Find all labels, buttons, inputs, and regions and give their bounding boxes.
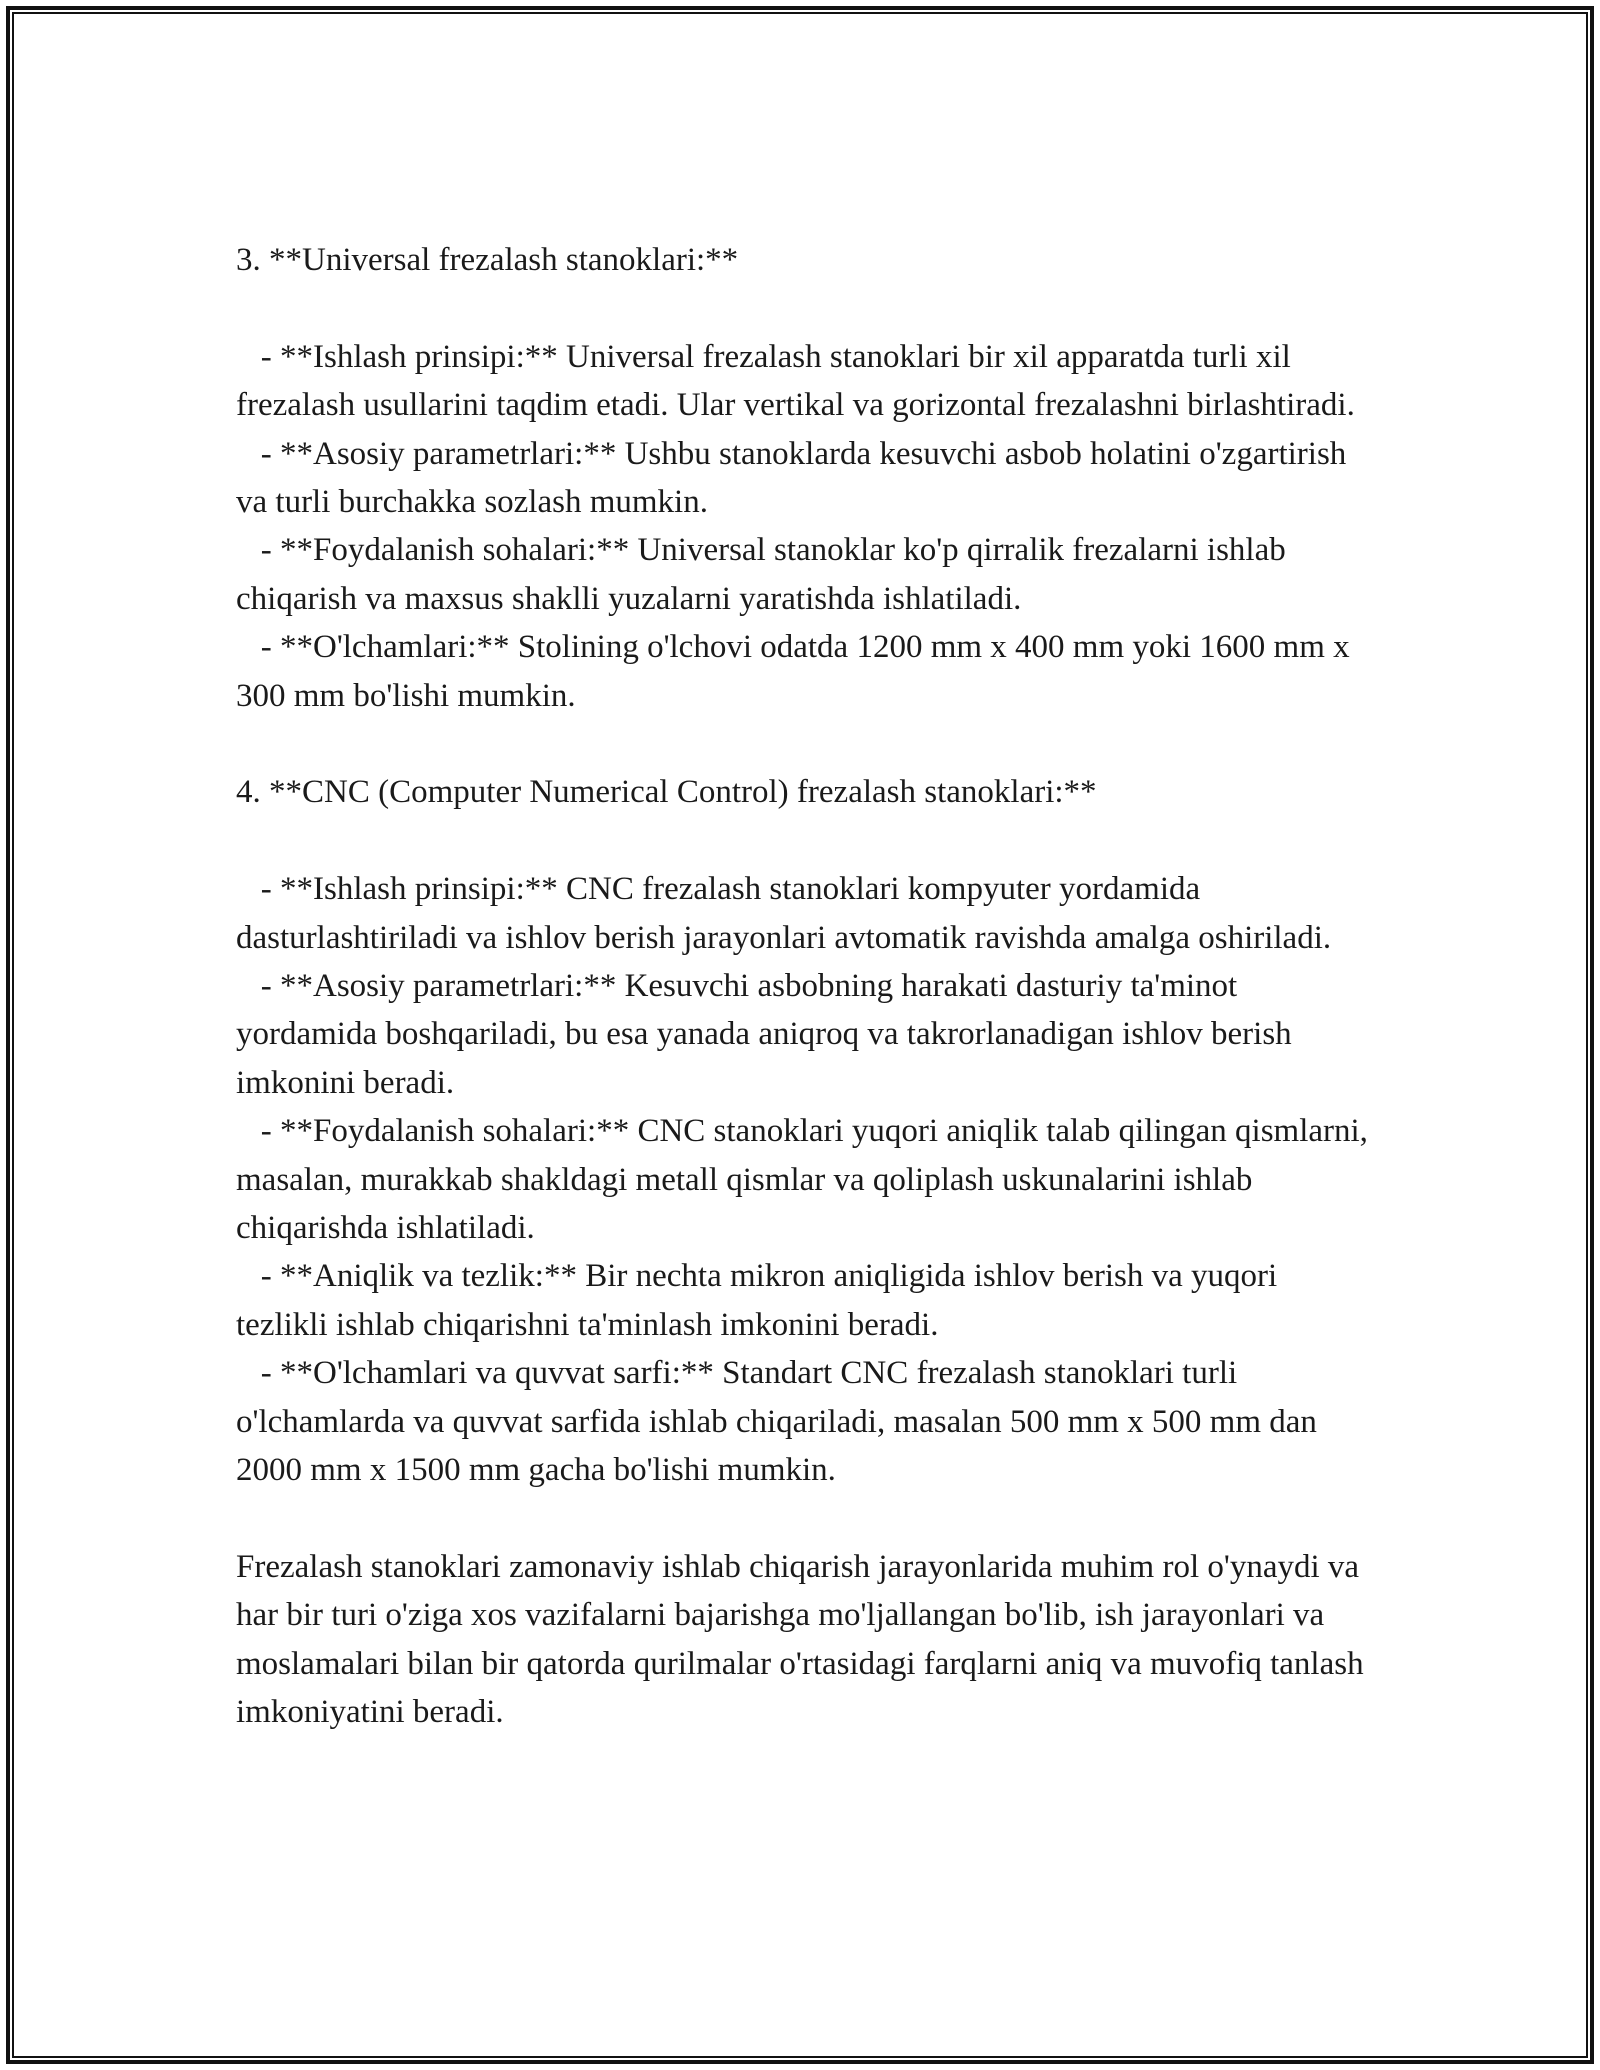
blank-line	[236, 720, 1376, 768]
bullet-item: - **Aniqlik va tezlik:** Bir nechta mikron aniqligida ishlov berish va yuqori tezlikli ishlab chiqarishni ta'minlash imkonini beradi.	[236, 1258, 1286, 1343]
blank-line	[236, 284, 1376, 332]
blank-line	[236, 817, 1376, 865]
bullet-item: - **Asosiy parametrlari:** Kesuvchi asbobning harakati dasturiy ta'minot yordamida boshqariladi, bu esa yanada aniqroq va takrorlanadigan ishlov berish imkonini beradi.	[236, 968, 1300, 1101]
blank-line	[236, 1495, 1376, 1543]
document-body	[236, 236, 1376, 1737]
bullet-item: - **Ishlash prinsipi:** CNC frezalash stanoklari kompyuter yordamida dasturlashtiriladi va ishlov berish jarayonlari avtomatik ravishda amalga oshiriladi.	[236, 871, 1332, 956]
bullet-item: - **Foydalanish sohalari:** Universal stanoklar ko'p qirralik frezalarni ishlab chiqarish va maxsus shaklli yuzalarni yaratishda ishlatiladi.	[236, 532, 1294, 617]
bullet-item: - **Foydalanish sohalari:** CNC stanoklari yuqori aniqlik talab qilingan qismlarni, masalan, murakkab shakldagi metall qismlar va qoliplash uskunalarini ishlab chiqarishda ishlatiladi.	[236, 1113, 1377, 1247]
section-heading-universal: 3. **Universal frezalash stanoklari:**	[236, 242, 739, 278]
bullet-item: - **O'lchamlari va quvvat sarfi:** Standart CNC frezalash stanoklari turli o'lchamlarda va quvvat sarfida ishlab chiqariladi, masalan 500 mm x 500 mm dan 2000 mm x 1500 mm gacha bo'lishi mumkin.	[236, 1355, 1326, 1489]
section-heading-cnc: 4. **CNC (Computer Numerical Control) frezalash stanoklari:**	[236, 774, 1097, 811]
bullet-item: - **Ishlash prinsipi:** Universal frezalash stanoklari bir xil apparatda turli xil frezalash usullarini taqdim etadi. Ular vertikal va gorizontal frezalashni birlashtiradi.	[236, 338, 1355, 424]
closing-paragraph: Frezalash stanoklari zamonaviy ishlab chiqarish jarayonlarida muhim rol o'ynaydi va har bir turi o'ziga xos vazifalarni bajarishga mo'ljallangan bo'lib, ish jarayonlari va moslamalari bilan bir qatorda qurilmalar o'rtasidagi farqlarni aniq va muvofiq tanlash imkoniyatini beradi.	[236, 1548, 1364, 1731]
bullet-item: - **O'lchamlari:** Stolining o'lchovi odatda 1200 mm x 400 mm yoki 1600 mm x 300 mm bo'lishi mumkin.	[236, 629, 1358, 714]
bullet-item: - **Asosiy parametrlari:** Ushbu stanoklarda kesuvchi asbob holatini o'zgartirish va turli burchakka sozlash mumkin.	[236, 435, 1355, 521]
